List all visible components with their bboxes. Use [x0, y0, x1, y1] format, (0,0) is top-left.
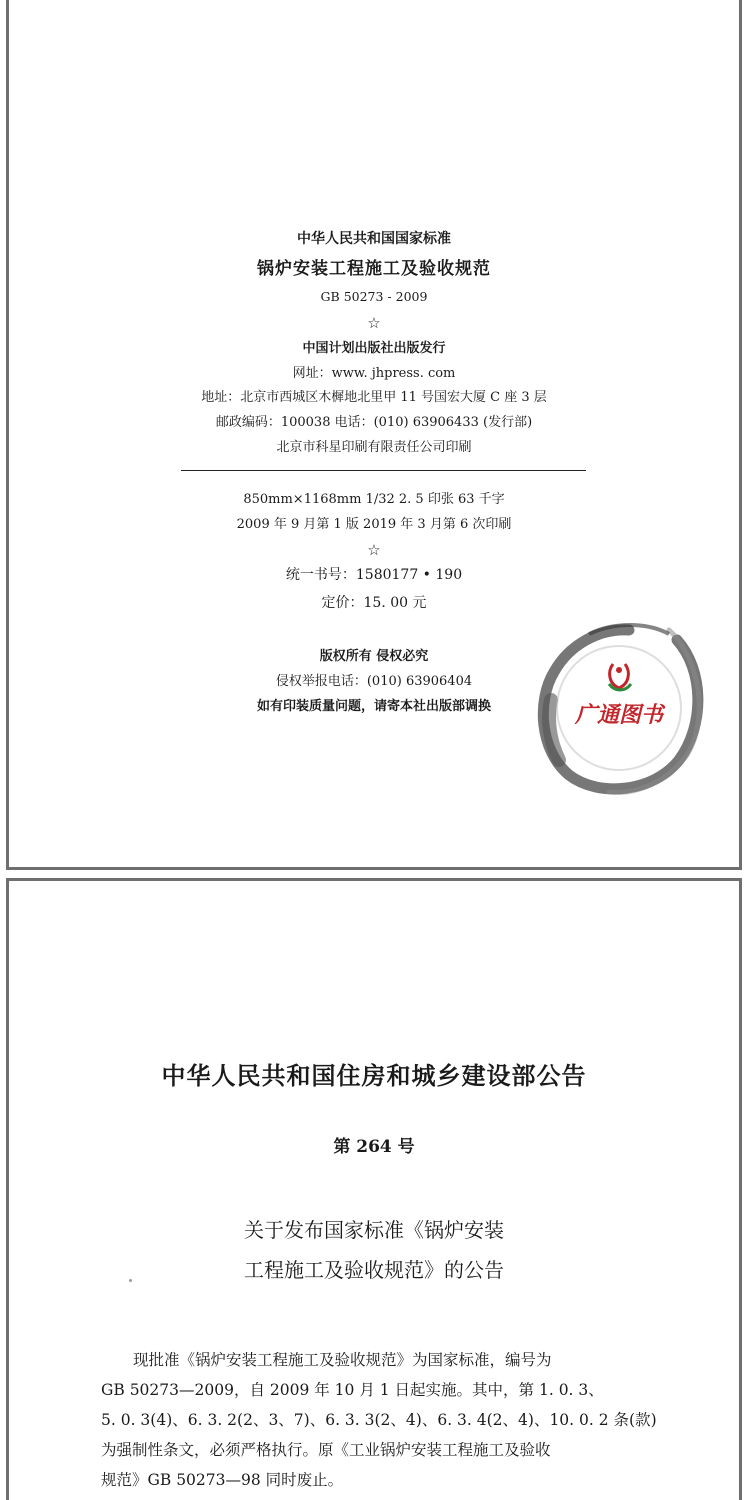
announcement-number: 第 264 号	[333, 1137, 415, 1157]
logo-icon	[609, 664, 631, 690]
body-line: 为强制性条文，必须严格执行。原《工业锅炉安装工程施工及验收	[101, 1441, 551, 1459]
body-line: 现批准《锅炉安装工程施工及验收规范》为国家标准，编号为	[133, 1351, 552, 1369]
body-line: GB 50273—2009，自 2009 年 10 月 1 日起实施。其中，第 1. 0. 3、	[101, 1381, 604, 1399]
series-label: 中华人民共和国国家标准	[297, 231, 451, 247]
bookstore-stamp	[529, 600, 709, 800]
star-separator: ☆	[367, 541, 381, 559]
isbn: 统一书号：1580177 • 190	[285, 567, 463, 583]
publisher: 中国计划出版社出版发行	[302, 341, 446, 356]
website: 网址：www. jhpress. com	[292, 366, 456, 381]
postal-phone: 邮政编码：100038 电话：(010) 63906433 (发行部)	[215, 415, 533, 430]
price: 定价：15. 00 元	[321, 595, 427, 611]
edition-info: 2009 年 9 月第 1 版 2019 年 3 月第 6 次印刷	[236, 517, 512, 532]
report-phone: 侵权举报电话：(010) 63906404	[275, 674, 473, 689]
body-line: 规范》GB 50273—98 同时废止。	[101, 1471, 344, 1489]
format-info: 850mm×1168mm 1/32 2. 5 印张 63 千字	[243, 492, 505, 507]
standard-code: GB 50273 - 2009	[320, 289, 428, 304]
body-line: 5. 0. 3(4)、6. 3. 2(2、3、7)、6. 3. 3(2、4)、6. 3. 4(2、4)、10. 0. 2 条(款)	[101, 1411, 657, 1429]
announcement-page	[6, 878, 742, 1500]
announcement-body	[101, 1345, 661, 1495]
rights-notice: 版权所有 侵权必究	[319, 649, 429, 664]
quality-note: 如有印装质量问题，请寄本社出版部调换	[256, 699, 491, 714]
stamp-text: 广通图书	[574, 702, 663, 728]
book-title: 锅炉安装工程施工及验收规范	[257, 259, 491, 279]
star-separator: ☆	[367, 314, 381, 332]
copyright-page	[6, 0, 742, 870]
announcement-subtitle-line1: 关于发布国家标准《锅炉安装	[244, 1218, 504, 1242]
announcement-subtitle-line2: 工程施工及验收规范》的公告	[244, 1258, 504, 1282]
address: 地址：北京市西城区木樨地北里甲 11 号国宏大厦 C 座 3 层	[201, 390, 547, 405]
divider	[181, 470, 586, 471]
scan-speck	[129, 1279, 132, 1282]
printer: 北京市科星印刷有限责任公司印刷	[276, 440, 472, 455]
announcement-title: 中华人民共和国住房和城乡建设部公告	[161, 1061, 587, 1090]
